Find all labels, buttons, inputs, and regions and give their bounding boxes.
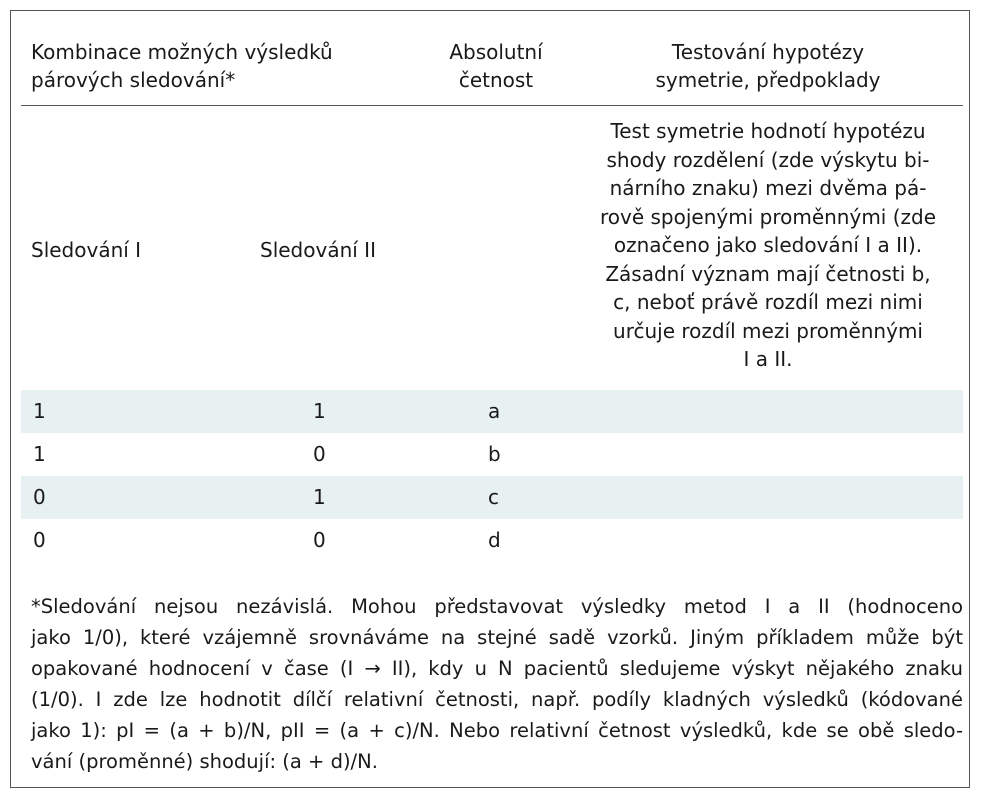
header-col-hypothesis-line1: Testování hypotézy <box>671 40 865 64</box>
cell-observation-1: 1 <box>33 399 46 423</box>
header-col-frequency <box>408 38 584 94</box>
description-line: shody rozdělení (zde výskytu bi- <box>606 147 930 172</box>
description-line: c, neboť právě rozdíl mezi nimi <box>613 290 923 314</box>
description-line: nárního znaku) mezi dvěma pá- <box>609 176 927 200</box>
cell-observation-2: 1 <box>313 399 326 423</box>
footnote-line: jako 1): pI = (a + b)/N, pII = (a + c)/N. Nebo relativní četnost výsledků, kde se obě sledo- <box>31 719 963 742</box>
cell-frequency: a <box>488 399 501 423</box>
header-col-frequency-line1: Absolutní <box>449 40 543 64</box>
cell-frequency: c <box>488 485 499 509</box>
header-col-combinations-line1: Kombinace možných výsledků <box>31 40 333 64</box>
description-line: Zásadní význam mají četnosti b, <box>605 261 931 286</box>
footnote-line: *Sledování nejsou nezávislá. Mohou představovat výsledky metod I a II (hodnoceno <box>31 595 963 618</box>
cell-frequency: d <box>488 528 501 552</box>
cell-observation-2: 1 <box>313 485 326 509</box>
cell-observation-2: 0 <box>313 528 326 552</box>
header-col-hypothesis <box>578 38 958 94</box>
table-footnote <box>31 591 963 777</box>
header-separator <box>21 105 963 106</box>
description-line: I a II. <box>743 347 793 371</box>
cell-observation-1: 1 <box>33 442 46 466</box>
header-col-frequency-line2: četnost <box>458 68 534 92</box>
header-col-combinations-line2: párových sledování* <box>31 68 236 92</box>
footnote-line: vání (proměnné) shodují: (a + d)/N. <box>31 750 378 773</box>
description-line: rově spojenými proměnnými (zde <box>599 204 937 229</box>
cell-observation-2: 0 <box>313 442 326 466</box>
cell-observation-1: 0 <box>33 528 46 552</box>
subheader-observation-1: Sledování I <box>31 238 142 262</box>
description-line: Test symetrie hodnotí hypotézu <box>610 119 926 143</box>
description-line: označeno jako sledování I a II). <box>613 233 923 257</box>
header-col-hypothesis-line2: symetrie, předpoklady <box>655 68 881 92</box>
header-col-combinations <box>31 38 333 94</box>
cell-frequency: b <box>488 442 501 466</box>
hypothesis-description <box>578 117 958 374</box>
description-line: určuje rozdíl mezi proměnnými <box>613 318 923 343</box>
footnote-line: opakované hodnocení v čase (I → II), kdy u N pacientů sledujeme výskyt nějakého znaku <box>31 657 963 680</box>
subheader-observation-2: Sledování II <box>260 238 376 262</box>
footnote-line: jako 1/0), které vzájemně srovnáváme na stejné sadě vzorků. Jiným příkladem může být <box>31 626 963 649</box>
cell-observation-1: 0 <box>33 485 46 509</box>
footnote-line: (1/0). I zde lze hodnotit dílčí relativní četnosti, např. podíly kladných výsledků (kódované <box>31 688 963 711</box>
